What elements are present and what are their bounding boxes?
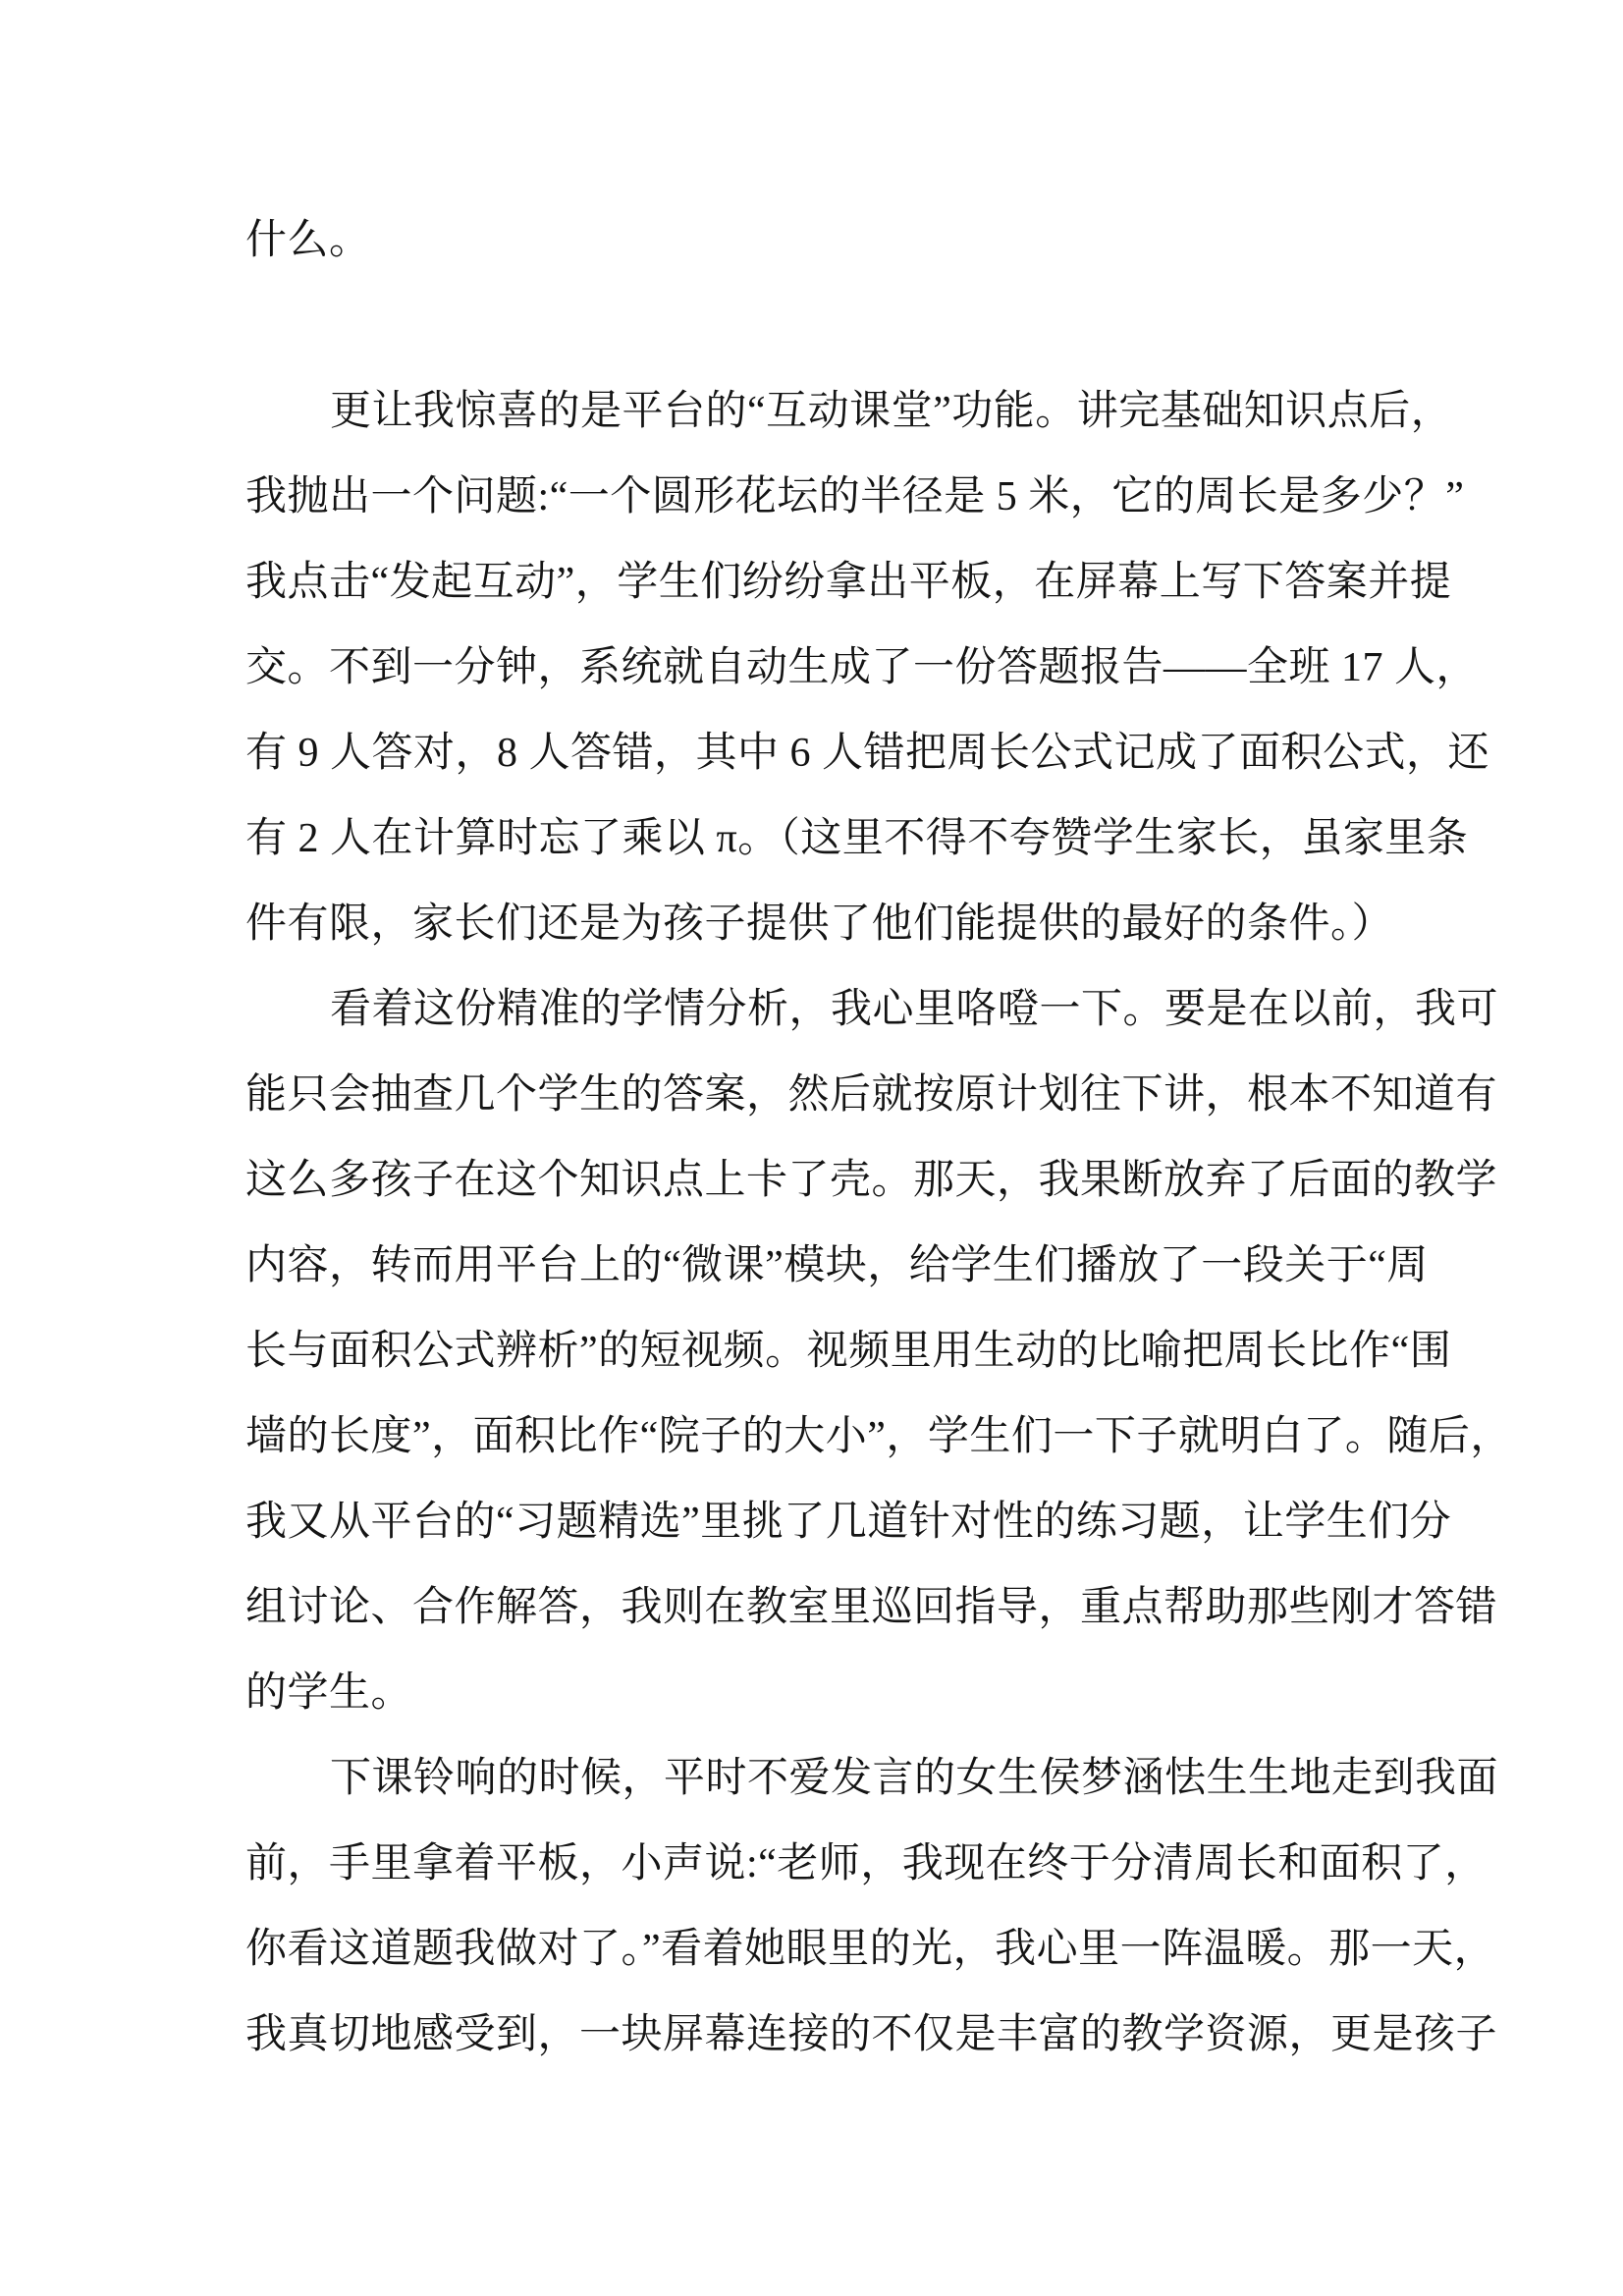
text-line: 更让我惊喜的是平台的“互动课堂”功能。讲完基础知识点后， [330, 389, 1453, 434]
text-line: 内容，转而用平台上的“微课”模块，给学生们播放了一段关于“周 [245, 1243, 1429, 1288]
text-line: 件有限，家长们还是为孩子提供了他们能提供的最好的条件。） [245, 902, 1394, 947]
text-line: 长与面积公式辨析”的短视频。视频里用生动的比喻把周长比作“围 [245, 1329, 1452, 1374]
text-line: 的学生。 [245, 1670, 413, 1716]
text-line: 有 9 人答对，8 人答错，其中 6 人错把周长公式记成了面积公式，还 [245, 731, 1490, 776]
text-line: 前，手里拿着平板，小声说:“老师，我现在终于分清周长和面积了， [245, 1841, 1487, 1886]
text-line: 我真切地感受到，一块屏幕连接的不仅是丰富的教学资源，更是孩子 [245, 2012, 1498, 2057]
text-line: 组讨论、合作解答，我则在教室里巡回指导，重点帮助那些刚才答错 [245, 1585, 1498, 1630]
text-line: 我抛出一个问题:“一个圆形花坛的半径是 5 米，它的周长是多少？” [245, 474, 1465, 519]
text-line: 什么。 [245, 218, 371, 263]
text-line: 我又从平台的“习题精选”里挑了几道针对性的练习题，让学生们分 [245, 1500, 1452, 1545]
text-line: 下课铃响的时候，平时不爱发言的女生侯梦涵怯生生地走到我面 [330, 1756, 1499, 1801]
text-line: 墙的长度”，面积比作“院子的大小”，学生们一下子就明白了。随后， [245, 1414, 1512, 1459]
text-line: 有 2 人在计算时忘了乘以 π。（这里不得不夸赞学生家长，虽家里条 [245, 816, 1469, 861]
text-line: 能只会抽查几个学生的答案，然后就按原计划往下讲，根本不知道有 [245, 1072, 1498, 1118]
text-line: 看着这份精准的学情分析，我心里咯噔一下。要是在以前，我可 [330, 987, 1499, 1032]
text-line: 我点击“发起互动”，学生们纷纷拿出平板，在屏幕上写下答案并提 [245, 560, 1452, 605]
text-line: 交。不到一分钟，系统就自动生成了一份答题报告——全班 17 人， [245, 645, 1479, 690]
text-line: 这么多孩子在这个知识点上卡了壳。那天，我果断放弃了后面的教学 [245, 1158, 1498, 1203]
text-body [245, 198, 1512, 2078]
text-line: 你看这道题我做对了。”看着她眼里的光，我心里一阵温暖。那一天， [245, 1927, 1496, 1972]
